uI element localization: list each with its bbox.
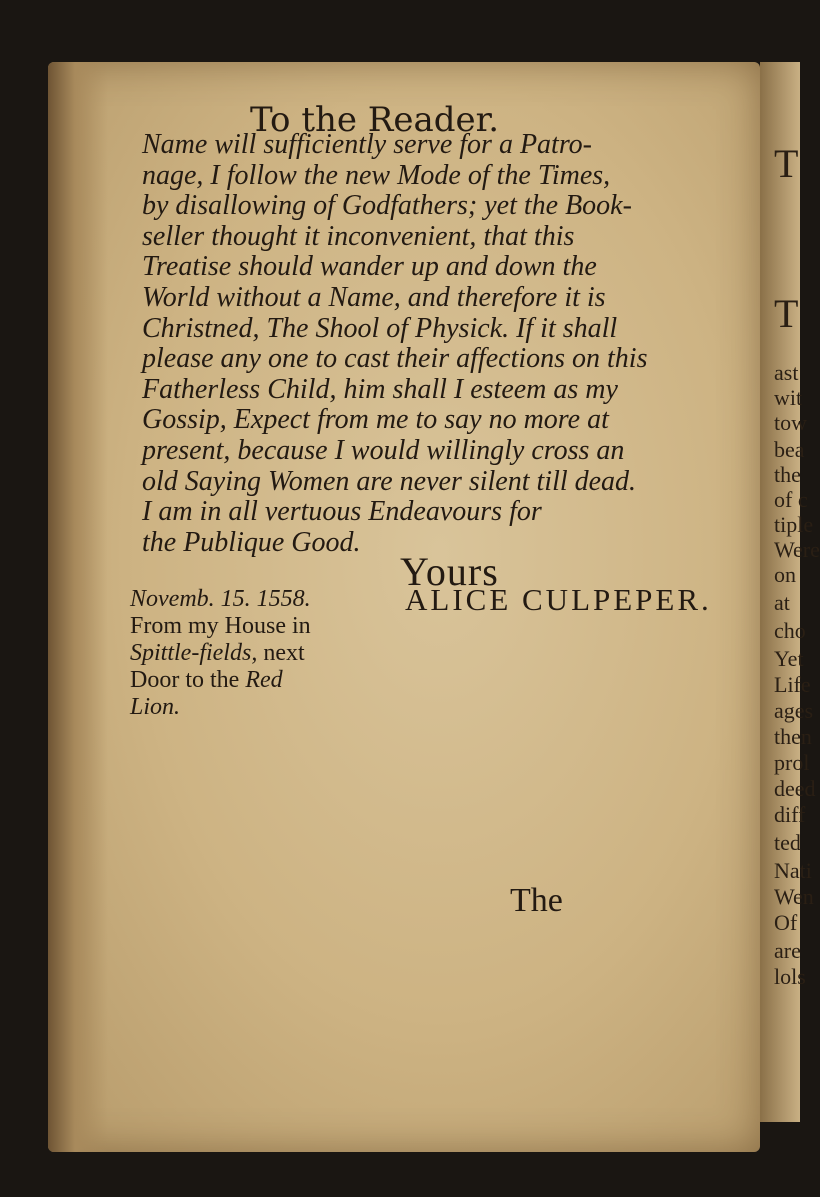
body-line: World without a Name, and therefore it is [142,281,606,313]
closing-salutation: Yours [400,549,499,594]
body-line: seller thought it inconvenient, that this [142,220,575,252]
body-line: by disallowing of Godfathers; yet the Book- [142,190,632,222]
address-line: From my House in [130,613,311,639]
adjacent-page-fragment: are [774,938,801,963]
dateline [130,586,311,721]
adjacent-page-fragment: lols [774,964,806,989]
adjacent-page-fragment: at [774,590,790,615]
address-text: Door to the [130,667,246,693]
adjacent-page-fragment: tow [774,410,807,435]
adjacent-page-fragment: diff [774,802,806,827]
adjacent-page-fragment: bea [774,437,805,462]
place-name: Spittle-fields, [130,640,258,666]
body-line: nage, I follow the new Mode of the Times, [142,159,611,191]
adjacent-page-fragment: ages [774,698,814,723]
adjacent-page-fragment: Life [774,672,811,697]
adjacent-page-fragment: ast [774,360,799,385]
date: Novemb. 15. 1558. [130,586,311,612]
place-name: Red [245,667,283,693]
adjacent-page-fragment: Nati [774,858,812,883]
adjacent-page-fragment: T [774,291,799,336]
signature: ALICE CULPEPER. [405,582,712,617]
adjacent-page-fragment: Were [774,537,820,562]
address-line: Lion. [130,694,181,720]
page-gutter-shadow [48,62,108,1152]
adjacent-page-fragment: the [774,462,801,487]
adjacent-page-fragment: Yet [774,646,804,671]
catchword: The [510,882,563,919]
body-line: present, because I would willingly cross an [142,434,625,466]
adjacent-page-fragment: Wen [774,884,814,909]
body-line: old Saying Women are never silent till dead. [142,465,637,497]
body-line: the Publique Good. [142,526,361,558]
body-line: I am in all vertuous Endeavours for [142,496,542,528]
adjacent-page-fragment: prol [774,750,810,775]
adjacent-page-fragment: wit [774,385,803,410]
adjacent-page-fragment: of c [774,487,808,512]
running-header: To the Reader. [250,100,500,140]
letter-body [142,130,702,558]
body-line: please any one to cast their affections on this [142,343,648,375]
adjacent-page-fragment: then [774,724,812,749]
adjacent-page-fragment: on [774,562,796,587]
body-line: Treatise should wander up and down the [142,251,597,283]
body-line: Name will sufficiently serve for a Patro- [142,129,593,160]
adjacent-page-fragment: T [774,141,799,186]
adjacent-page-edge [760,62,820,1122]
address-line [130,667,311,694]
body-line: Gossip, Expect from me to say no more at [142,404,609,436]
adjacent-page-fragment: tiple [774,512,814,537]
adjacent-page-fragment: Of [774,910,798,935]
address-line [130,640,311,667]
body-line: Christned, The Shool of Physick. If it shall [142,312,618,344]
body-line: Fatherless Child, him shall I esteem as my [142,373,618,405]
adjacent-page-fragment: ted [774,830,801,855]
address-text: next [257,640,305,666]
adjacent-page-fragment: cho [774,618,806,643]
adjacent-page-fragment: deed [774,776,816,801]
